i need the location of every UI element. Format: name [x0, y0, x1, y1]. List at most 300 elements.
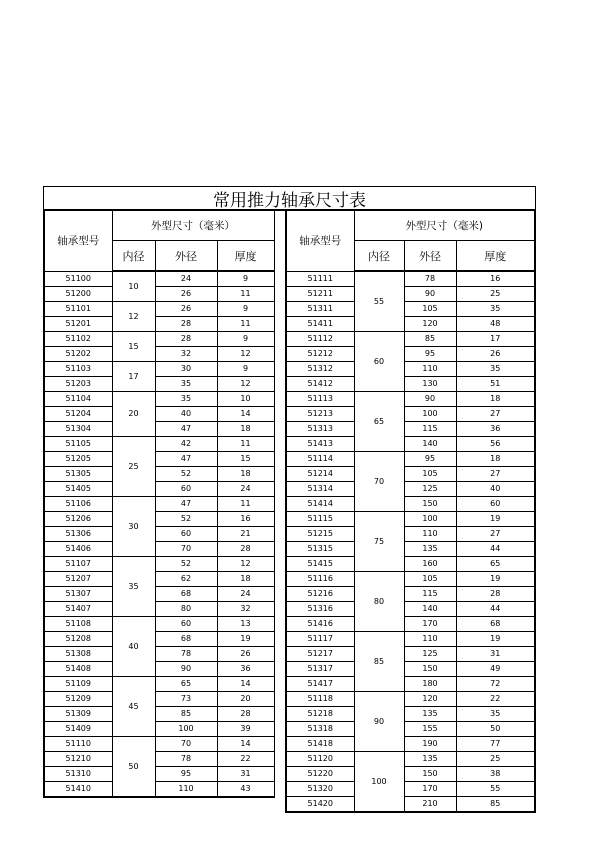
cell-thickness: 20: [217, 692, 274, 707]
cell-model: 51111: [286, 271, 354, 287]
table-row: [286, 467, 535, 482]
cell-outer-diameter: 155: [404, 722, 456, 737]
cell-thickness: 18: [217, 422, 274, 437]
cell-inner-diameter: 45: [112, 677, 155, 737]
cell-model: 51202: [44, 347, 112, 362]
cell-model: 51104: [44, 392, 112, 407]
cell-thickness: 35: [456, 302, 535, 317]
cell-thickness: 17: [456, 332, 535, 347]
cell-thickness: 68: [456, 617, 535, 632]
cell-model: 51218: [286, 707, 354, 722]
table-row: [44, 692, 274, 707]
table-row: [286, 287, 535, 302]
cell-model: 51113: [286, 392, 354, 407]
cell-model: 51220: [286, 767, 354, 782]
cell-model: 51214: [286, 467, 354, 482]
cell-thickness: 26: [456, 347, 535, 362]
cell-thickness: 11: [217, 437, 274, 452]
cell-thickness: 18: [456, 452, 535, 467]
cell-outer-diameter: 170: [404, 782, 456, 797]
cell-outer-diameter: 26: [155, 287, 217, 302]
cell-outer-diameter: 105: [404, 467, 456, 482]
right-bearing-table: [285, 210, 536, 813]
cell-model: 51320: [286, 782, 354, 797]
cell-outer-diameter: 73: [155, 692, 217, 707]
table-row: [44, 377, 274, 392]
cell-thickness: 28: [217, 542, 274, 557]
cell-thickness: 12: [217, 377, 274, 392]
table-row: [44, 677, 274, 692]
cell-thickness: 16: [217, 512, 274, 527]
table-row: [286, 767, 535, 782]
table-row: [286, 722, 535, 737]
cell-model: 51116: [286, 572, 354, 587]
cell-inner-diameter: 30: [112, 497, 155, 557]
cell-model: 51407: [44, 602, 112, 617]
header-dimensions: 外型尺寸（毫米): [354, 211, 535, 241]
cell-model: 51118: [286, 692, 354, 707]
cell-inner-diameter: 85: [354, 632, 404, 692]
cell-outer-diameter: 90: [404, 392, 456, 407]
cell-model: 51205: [44, 452, 112, 467]
cell-model: 51203: [44, 377, 112, 392]
table-row: [44, 707, 274, 722]
cell-model: 51315: [286, 542, 354, 557]
cell-outer-diameter: 95: [404, 452, 456, 467]
cell-thickness: 16: [456, 271, 535, 287]
cell-outer-diameter: 140: [404, 602, 456, 617]
cell-thickness: 24: [217, 482, 274, 497]
header-model: 轴承型号: [44, 211, 112, 272]
table-row: [286, 647, 535, 662]
table-row: [44, 722, 274, 737]
cell-model: 51420: [286, 797, 354, 813]
cell-inner-diameter: 100: [354, 752, 404, 813]
cell-model: 51410: [44, 782, 112, 798]
cell-model: 51304: [44, 422, 112, 437]
table-row: [44, 752, 274, 767]
cell-model: 51114: [286, 452, 354, 467]
cell-inner-diameter: 10: [112, 271, 155, 302]
cell-outer-diameter: 125: [404, 482, 456, 497]
cell-outer-diameter: 95: [155, 767, 217, 782]
table-row: [44, 452, 274, 467]
header-inner-diameter: 内径: [354, 241, 404, 272]
cell-thickness: 77: [456, 737, 535, 752]
cell-outer-diameter: 40: [155, 407, 217, 422]
cell-model: 51415: [286, 557, 354, 572]
cell-outer-diameter: 210: [404, 797, 456, 813]
cell-outer-diameter: 105: [404, 302, 456, 317]
cell-outer-diameter: 85: [404, 332, 456, 347]
table-row: [286, 512, 535, 527]
table-row: [44, 467, 274, 482]
cell-outer-diameter: 170: [404, 617, 456, 632]
cell-inner-diameter: 12: [112, 302, 155, 332]
cell-inner-diameter: 65: [354, 392, 404, 452]
cell-model: 51305: [44, 467, 112, 482]
cell-inner-diameter: 15: [112, 332, 155, 362]
cell-thickness: 60: [456, 497, 535, 512]
cell-thickness: 10: [217, 392, 274, 407]
cell-outer-diameter: 52: [155, 467, 217, 482]
cell-model: 51317: [286, 662, 354, 677]
table-row: [44, 737, 274, 752]
cell-model: 51405: [44, 482, 112, 497]
table-row: [286, 692, 535, 707]
cell-model: 51100: [44, 271, 112, 287]
cell-outer-diameter: 47: [155, 497, 217, 512]
cell-thickness: 19: [456, 632, 535, 647]
cell-outer-diameter: 32: [155, 347, 217, 362]
cell-inner-diameter: 55: [354, 271, 404, 332]
cell-thickness: 9: [217, 332, 274, 347]
header-outer-diameter: 外径: [155, 241, 217, 272]
table-row: [286, 662, 535, 677]
cell-thickness: 36: [456, 422, 535, 437]
table-row: [286, 752, 535, 767]
cell-model: 51213: [286, 407, 354, 422]
cell-thickness: 24: [217, 587, 274, 602]
cell-outer-diameter: 80: [155, 602, 217, 617]
cell-model: 51310: [44, 767, 112, 782]
cell-model: 51107: [44, 557, 112, 572]
table-row: [44, 602, 274, 617]
cell-outer-diameter: 160: [404, 557, 456, 572]
cell-outer-diameter: 100: [404, 407, 456, 422]
table-row: [286, 302, 535, 317]
cell-model: 51307: [44, 587, 112, 602]
cell-outer-diameter: 85: [155, 707, 217, 722]
table-row: [286, 587, 535, 602]
cell-model: 51200: [44, 287, 112, 302]
cell-model: 51416: [286, 617, 354, 632]
cell-thickness: 38: [456, 767, 535, 782]
cell-outer-diameter: 130: [404, 377, 456, 392]
table-row: [44, 482, 274, 497]
table-row: [286, 542, 535, 557]
cell-thickness: 21: [217, 527, 274, 542]
table-row: [286, 707, 535, 722]
cell-inner-diameter: 50: [112, 737, 155, 798]
table-row: [286, 422, 535, 437]
cell-thickness: 15: [217, 452, 274, 467]
cell-outer-diameter: 95: [404, 347, 456, 362]
cell-thickness: 28: [217, 707, 274, 722]
header-thickness: 厚度: [456, 241, 535, 272]
cell-thickness: 14: [217, 407, 274, 422]
cell-model: 51102: [44, 332, 112, 347]
cell-outer-diameter: 120: [404, 692, 456, 707]
cell-model: 51201: [44, 317, 112, 332]
header-inner-diameter: 内径: [112, 241, 155, 272]
cell-thickness: 35: [456, 362, 535, 377]
cell-outer-diameter: 28: [155, 317, 217, 332]
cell-outer-diameter: 78: [155, 647, 217, 662]
cell-outer-diameter: 150: [404, 767, 456, 782]
table-row: [286, 497, 535, 512]
table-row: [286, 392, 535, 407]
table-row: [44, 287, 274, 302]
table-row: [286, 362, 535, 377]
cell-outer-diameter: 30: [155, 362, 217, 377]
cell-model: 51418: [286, 737, 354, 752]
cell-outer-diameter: 150: [404, 662, 456, 677]
table-row: [44, 437, 274, 452]
cell-outer-diameter: 110: [404, 632, 456, 647]
cell-outer-diameter: 60: [155, 527, 217, 542]
cell-thickness: 14: [217, 737, 274, 752]
cell-thickness: 12: [217, 557, 274, 572]
cell-outer-diameter: 135: [404, 752, 456, 767]
cell-outer-diameter: 125: [404, 647, 456, 662]
cell-outer-diameter: 28: [155, 332, 217, 347]
cell-outer-diameter: 90: [155, 662, 217, 677]
cell-inner-diameter: 35: [112, 557, 155, 617]
cell-thickness: 44: [456, 602, 535, 617]
cell-model: 51204: [44, 407, 112, 422]
cell-model: 51408: [44, 662, 112, 677]
table-row: [44, 782, 274, 798]
table-row: [44, 557, 274, 572]
cell-thickness: 22: [217, 752, 274, 767]
cell-thickness: 13: [217, 617, 274, 632]
cell-thickness: 14: [217, 677, 274, 692]
cell-model: 51103: [44, 362, 112, 377]
table-row: [286, 332, 535, 347]
table-row: [44, 302, 274, 317]
cell-outer-diameter: 47: [155, 422, 217, 437]
cell-model: 51411: [286, 317, 354, 332]
cell-thickness: 44: [456, 542, 535, 557]
cell-outer-diameter: 110: [155, 782, 217, 798]
left-table-block: [43, 210, 275, 798]
cell-outer-diameter: 120: [404, 317, 456, 332]
cell-outer-diameter: 135: [404, 707, 456, 722]
cell-thickness: 9: [217, 271, 274, 287]
cell-model: 51309: [44, 707, 112, 722]
cell-outer-diameter: 115: [404, 422, 456, 437]
table-row: [44, 542, 274, 557]
cell-thickness: 19: [456, 572, 535, 587]
cell-thickness: 11: [217, 287, 274, 302]
table-row: [286, 527, 535, 542]
cell-thickness: 35: [456, 707, 535, 722]
cell-model: 51115: [286, 512, 354, 527]
cell-outer-diameter: 42: [155, 437, 217, 452]
cell-model: 51101: [44, 302, 112, 317]
cell-thickness: 27: [456, 467, 535, 482]
cell-outer-diameter: 180: [404, 677, 456, 692]
cell-inner-diameter: 20: [112, 392, 155, 437]
cell-outer-diameter: 35: [155, 392, 217, 407]
cell-thickness: 55: [456, 782, 535, 797]
cell-thickness: 56: [456, 437, 535, 452]
table-row: [44, 317, 274, 332]
cell-inner-diameter: 80: [354, 572, 404, 632]
cell-thickness: 50: [456, 722, 535, 737]
header-model: 轴承型号: [286, 211, 354, 272]
cell-inner-diameter: 40: [112, 617, 155, 677]
cell-model: 51215: [286, 527, 354, 542]
cell-model: 51318: [286, 722, 354, 737]
table-row: [44, 407, 274, 422]
table-row: [286, 572, 535, 587]
table-row: [44, 362, 274, 377]
table-row: [286, 677, 535, 692]
table-row: [44, 497, 274, 512]
cell-outer-diameter: 190: [404, 737, 456, 752]
cell-thickness: 43: [217, 782, 274, 798]
table-row: [286, 737, 535, 752]
cell-thickness: 22: [456, 692, 535, 707]
cell-model: 51105: [44, 437, 112, 452]
cell-thickness: 9: [217, 302, 274, 317]
cell-thickness: 11: [217, 317, 274, 332]
cell-outer-diameter: 78: [155, 752, 217, 767]
table-row: [44, 662, 274, 677]
cell-model: 51109: [44, 677, 112, 692]
cell-outer-diameter: 68: [155, 587, 217, 602]
cell-thickness: 9: [217, 362, 274, 377]
table-row: [286, 452, 535, 467]
table-row: [286, 797, 535, 813]
cell-model: 51207: [44, 572, 112, 587]
cell-model: 51414: [286, 497, 354, 512]
cell-outer-diameter: 65: [155, 677, 217, 692]
cell-thickness: 26: [217, 647, 274, 662]
cell-thickness: 31: [217, 767, 274, 782]
table-row: [286, 407, 535, 422]
cell-outer-diameter: 24: [155, 271, 217, 287]
table-row: [44, 271, 274, 287]
table-row: [286, 437, 535, 452]
table-row: [44, 527, 274, 542]
table-row: [44, 512, 274, 527]
cell-outer-diameter: 150: [404, 497, 456, 512]
cell-thickness: 85: [456, 797, 535, 813]
table-row: [286, 617, 535, 632]
cell-model: 51117: [286, 632, 354, 647]
cell-outer-diameter: 47: [155, 452, 217, 467]
cell-thickness: 18: [217, 572, 274, 587]
cell-inner-diameter: 60: [354, 332, 404, 392]
cell-thickness: 25: [456, 752, 535, 767]
cell-outer-diameter: 100: [404, 512, 456, 527]
cell-inner-diameter: 17: [112, 362, 155, 392]
cell-outer-diameter: 105: [404, 572, 456, 587]
cell-model: 51314: [286, 482, 354, 497]
cell-outer-diameter: 110: [404, 362, 456, 377]
cell-thickness: 36: [217, 662, 274, 677]
cell-outer-diameter: 68: [155, 632, 217, 647]
cell-model: 51217: [286, 647, 354, 662]
cell-model: 51208: [44, 632, 112, 647]
cell-outer-diameter: 70: [155, 737, 217, 752]
table-row: [44, 392, 274, 407]
table-row: [44, 422, 274, 437]
cell-model: 51417: [286, 677, 354, 692]
cell-outer-diameter: 52: [155, 557, 217, 572]
table-row: [286, 602, 535, 617]
header-thickness: 厚度: [217, 241, 274, 272]
table-row: [44, 632, 274, 647]
cell-outer-diameter: 110: [404, 527, 456, 542]
cell-thickness: 72: [456, 677, 535, 692]
cell-thickness: 25: [456, 287, 535, 302]
cell-thickness: 49: [456, 662, 535, 677]
cell-thickness: 48: [456, 317, 535, 332]
cell-outer-diameter: 26: [155, 302, 217, 317]
cell-model: 51206: [44, 512, 112, 527]
table-row: [44, 647, 274, 662]
table-row: [44, 617, 274, 632]
table-row: [44, 332, 274, 347]
cell-model: 51316: [286, 602, 354, 617]
cell-thickness: 19: [217, 632, 274, 647]
table-row: [286, 632, 535, 647]
cell-outer-diameter: 140: [404, 437, 456, 452]
table-row: [286, 782, 535, 797]
cell-thickness: 27: [456, 407, 535, 422]
cell-thickness: 39: [217, 722, 274, 737]
header-dimensions: 外型尺寸（毫米）: [112, 211, 274, 241]
cell-outer-diameter: 60: [155, 482, 217, 497]
cell-thickness: 11: [217, 497, 274, 512]
table-row: [44, 587, 274, 602]
cell-thickness: 32: [217, 602, 274, 617]
cell-thickness: 40: [456, 482, 535, 497]
table-row: [286, 482, 535, 497]
cell-thickness: 12: [217, 347, 274, 362]
table-row: [44, 347, 274, 362]
cell-outer-diameter: 60: [155, 617, 217, 632]
cell-model: 51406: [44, 542, 112, 557]
cell-outer-diameter: 62: [155, 572, 217, 587]
cell-outer-diameter: 115: [404, 587, 456, 602]
cell-model: 51110: [44, 737, 112, 752]
cell-model: 51412: [286, 377, 354, 392]
cell-thickness: 18: [217, 467, 274, 482]
cell-thickness: 19: [456, 512, 535, 527]
cell-model: 51209: [44, 692, 112, 707]
cell-model: 51212: [286, 347, 354, 362]
cell-thickness: 18: [456, 392, 535, 407]
table-row: [286, 557, 535, 572]
cell-outer-diameter: 70: [155, 542, 217, 557]
cell-model: 51409: [44, 722, 112, 737]
cell-thickness: 51: [456, 377, 535, 392]
cell-model: 51308: [44, 647, 112, 662]
cell-inner-diameter: 25: [112, 437, 155, 497]
table-row: [286, 377, 535, 392]
table-row: [286, 317, 535, 332]
cell-thickness: 27: [456, 527, 535, 542]
cell-model: 51312: [286, 362, 354, 377]
cell-model: 51216: [286, 587, 354, 602]
cell-outer-diameter: 52: [155, 512, 217, 527]
cell-thickness: 31: [456, 647, 535, 662]
cell-model: 51106: [44, 497, 112, 512]
right-table-block: [285, 210, 536, 813]
cell-outer-diameter: 78: [404, 271, 456, 287]
table-row: [44, 572, 274, 587]
sheet-title: 常用推力轴承尺寸表: [43, 186, 536, 211]
table-row: [286, 271, 535, 287]
cell-outer-diameter: 135: [404, 542, 456, 557]
cell-model: 51210: [44, 752, 112, 767]
header-outer-diameter: 外径: [404, 241, 456, 272]
